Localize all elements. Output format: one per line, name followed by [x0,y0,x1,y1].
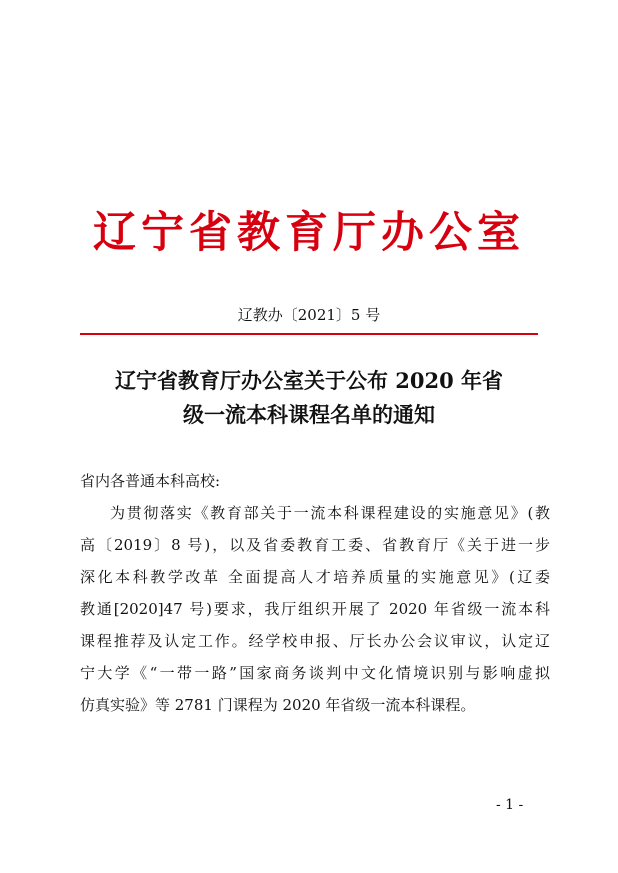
document-title-line: 级一流本科课程名单的通知 [183,402,435,427]
body-line: 高〔2019〕8 号)，以及省委教育工委、省教育厅《关于进一步 [80,536,550,554]
body-paragraph [80,497,550,721]
body-line: 为贯彻落实《教育部关于一流本科课程建设的实施意见》(教 [110,504,550,522]
page-number: - 1 - [496,797,524,813]
body-line: 仿真实验》等 2781 门课程为 2020 年省级一流本科课程。 [80,696,476,714]
body-line: 教通[2020]47 号)要求，我厅组织开展了 2020 年省级一流本科 [80,600,550,618]
red-divider-line [80,333,538,335]
body-line: 宁大学《“一带一路”国家商务谈判中文化情境识别与影响虚拟 [80,664,550,682]
body-line: 课程推荐及认定工作。经学校申报、厅长办公会议审议，认定辽 [80,632,550,650]
document-title [0,364,618,432]
document-number: 辽教办〔2021〕5 号 [237,306,381,324]
issuing-office-header: 辽宁省教育厅办公室 [93,208,525,258]
salutation: 省内各普通本科高校: [80,472,221,490]
document-title-line: 辽宁省教育厅办公室关于公布 2020 年省 [114,368,504,393]
body-line: 深化本科教学改革 全面提高人才培养质量的实施意见》(辽委 [80,568,550,586]
